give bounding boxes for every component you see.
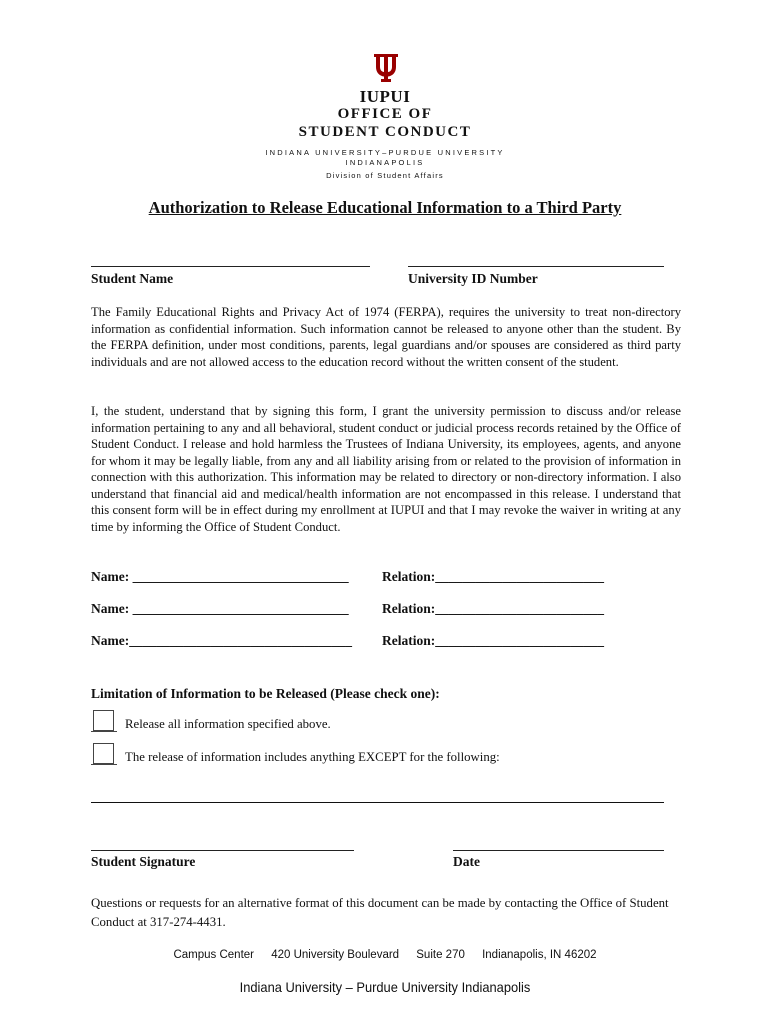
date-label: Date (453, 854, 480, 869)
third-party-name-2[interactable]: Name: ________________________________ (91, 601, 349, 616)
release-except-checkbox[interactable] (93, 743, 114, 764)
third-party-relation-2[interactable]: Relation:_________________________ (382, 601, 604, 616)
header-office-of: OFFICE OF (337, 106, 433, 122)
header-division: Division of Student Affairs (326, 171, 444, 180)
footer-building: Campus Center (173, 949, 255, 961)
release-all-checkbox[interactable] (93, 710, 114, 731)
third-party-relation-1[interactable]: Relation:_________________________ (382, 569, 604, 584)
third-party-relation-3[interactable]: Relation:_________________________ (382, 633, 604, 648)
university-id-line[interactable] (408, 266, 664, 267)
student-name-label: Student Name (91, 271, 174, 286)
footer-suite: Suite 270 (416, 949, 465, 961)
header-university-line1: INDIANA UNIVERSITY–PURDUE UNIVERSITY (265, 148, 505, 157)
footer-street: 420 University Boulevard (271, 949, 400, 961)
header-student-conduct: STUDENT CONDUCT (298, 124, 472, 140)
limitation-heading: Limitation of Information to be Released (Please check one): (91, 686, 440, 701)
exceptions-line[interactable] (91, 802, 664, 803)
footer-city: Indianapolis, IN 46202 (482, 949, 597, 961)
release-all-label: Release all information specified above. (125, 717, 331, 731)
consent-paragraph: I, the student, understand that by signing this form, I grant the university permission to discuss and/or release information pertaining to any and all behavioral, student conduct or judicial process records retained by the Office of Student Conduct. I release and hold harmless the Trustees of Indiana University, its employees, agents, and anyone for whom it may be legally liable, from any and all liability arising from or related to the provision of information in connection with this authorization. This information may be related to directory or non-directory information. I also understand that financial aid and medical/health information are not encompassed in this release. I understand that this consent form will be in effect during my enrollment at IUPUI and that I may revoke the waiver in writing at any time by informing the Office of Student Conduct. (91, 404, 681, 534)
student-name-line[interactable] (91, 266, 370, 267)
university-id-label: University ID Number (408, 271, 538, 286)
student-signature-label: Student Signature (91, 854, 196, 869)
header-university-line2: INDIANAPOLIS (345, 158, 425, 167)
third-party-name-3[interactable]: Name:_________________________________ (91, 633, 352, 648)
footer-university: Indiana University – Purdue University Indianapolis (239, 979, 531, 995)
header-iupui: IUPUI (359, 87, 411, 106)
footer-address (0, 949, 770, 961)
form-title: Authorization to Release Educational Information to a Third Party (148, 198, 622, 217)
release-all-checkbox-underline (91, 731, 117, 732)
student-signature-line[interactable] (91, 850, 354, 851)
release-except-checkbox-underline (91, 764, 117, 765)
iu-trident-logo (372, 52, 400, 82)
release-except-label: The release of information includes anything EXCEPT for the following: (125, 750, 500, 764)
ferpa-paragraph: The Family Educational Rights and Privacy Act of 1974 (FERPA), requires the university to treat non-directory information as confidential information. Such information cannot be released to anyone other than the student. By the FERPA definition, under most conditions, parents, legal guardians and/or spouses are considered as third party individuals and are not allowed access to the education record without the written consent of the student. (91, 305, 681, 369)
date-line[interactable] (453, 850, 664, 851)
third-party-name-1[interactable]: Name: ________________________________ (91, 569, 349, 584)
contact-info: Questions or requests for an alternative format of this document can be made by contacting the Office of Student Conduct at 317-274-4431. (91, 896, 669, 929)
